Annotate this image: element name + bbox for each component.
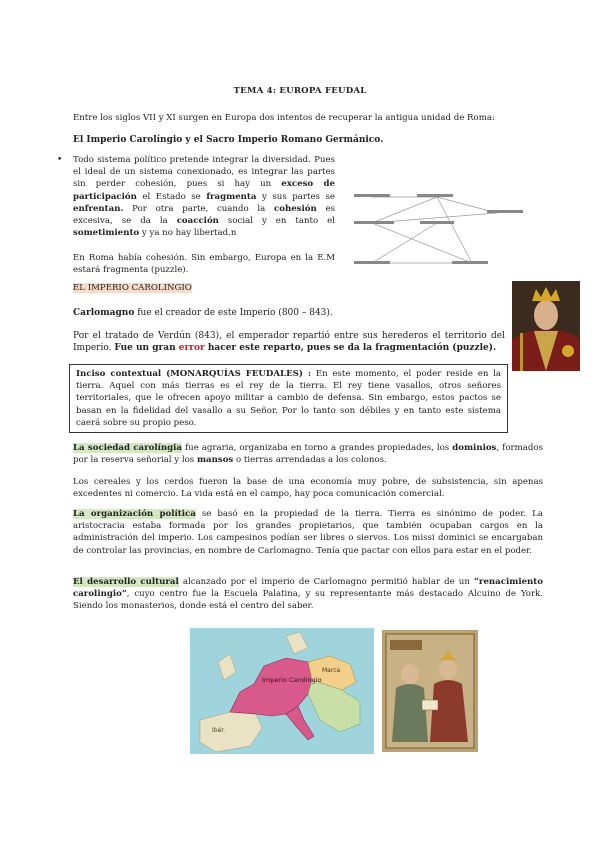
inciso-text: En este momento, el poder reside en la tierra. Aquel con más tierras es el rey de la tierra. El rey tiene vasallos, otros señores territoriales, que le ofrecen apoyo militar a cambio de defensa. Sin embargo, estos pactos se basan en la fidelidad del vasallo a su Señor. Por lo tanto son débiles y en tanto este sistema caerá sobre su propio peso. bbox=[76, 369, 501, 428]
carolingian-empire-map bbox=[190, 628, 374, 754]
bullet-paragraph bbox=[73, 154, 335, 239]
bullet-text-7: y ya no hay libertad.n bbox=[139, 228, 237, 239]
organizacion-label: La organización política bbox=[73, 509, 196, 519]
sociedad-text-3: o tierras arrendadas a los colonos. bbox=[233, 455, 387, 466]
cereales-text: Los cereales y los cerdos fueron la base de una economía muy pobre, de subsistencia, sin apenas excedentes ni comercio. La vida está en el campo, hay poca comunicación comercial. bbox=[73, 477, 543, 500]
bullet-text-3: y sus partes se bbox=[256, 191, 335, 202]
bullet-marker: • bbox=[57, 155, 63, 165]
subtitle bbox=[73, 134, 543, 146]
bullet-text-6: social y en tanto el bbox=[218, 216, 335, 227]
verdun-error-word: error bbox=[178, 343, 205, 354]
bullet-text-5: es excesiva, se da la bbox=[73, 203, 335, 227]
illumination-band bbox=[390, 640, 422, 650]
inciso-contextual-box bbox=[69, 364, 508, 433]
map-label-imperio: Imperio Carolingio bbox=[262, 676, 322, 684]
verdun-text: Por el tratado de Verdún (843), el emperador repartió entre sus herederos el territorio del Imperio. bbox=[73, 331, 505, 354]
cereales-paragraph bbox=[73, 476, 543, 500]
carlomagno-portrait bbox=[512, 281, 580, 371]
bullet-bold-sometimiento: sometimiento bbox=[73, 228, 140, 239]
sociedad-bold-mansos: mansos bbox=[196, 455, 234, 466]
book-icon bbox=[422, 700, 438, 710]
bullet-text-1: Todo sistema político pretende integrar la diversidad. Pues el ideal de un sistema conexionado, es integrar las partes sin perder cohesión, pues si hay un bbox=[73, 155, 335, 190]
bullet-text-2: el Estado se bbox=[136, 191, 207, 202]
sociedad-text-2: , formados por la reserva señorial y los bbox=[73, 443, 543, 466]
diagram-line bbox=[372, 223, 472, 263]
diagram-line bbox=[372, 223, 437, 263]
bullet-bold-exceso: exceso de participación bbox=[73, 179, 335, 202]
organizacion-paragraph bbox=[73, 508, 543, 557]
bullet-bold-cohesion: cohesión bbox=[274, 203, 317, 214]
subtitle-text: El Imperio Carolíngio y el Sacro Imperio Romano Germánico. bbox=[73, 135, 384, 145]
bullet-bold-coaccion: coacción bbox=[176, 216, 219, 227]
medieval-illumination bbox=[382, 630, 478, 752]
verdun-bold-1: Fue un gran bbox=[114, 343, 179, 354]
cultural-paragraph bbox=[73, 576, 543, 613]
page-title: TEMA 4: EUROPA FEUDAL bbox=[233, 86, 367, 96]
cohesion-diagram bbox=[352, 185, 532, 275]
bullet-bold-enfrentan: enfrentan. bbox=[73, 203, 124, 214]
map-label-iberia: Ibér. bbox=[212, 727, 226, 734]
figure-left-head bbox=[401, 664, 419, 684]
cultural-label: El desarrollo cultural bbox=[73, 577, 179, 587]
cultural-text-1: alcanzado por el imperio de Carlomagno permitió hablar de un bbox=[178, 577, 474, 587]
verdun-bold-2: hacer este reparto, pues se da la fragmentación (puzzle). bbox=[204, 343, 497, 354]
bullet-bold-fragmenta: fragmenta bbox=[206, 191, 257, 202]
carlomagno-text: fue el creador de este Imperio (800 – 843). bbox=[134, 308, 333, 318]
organizacion-text: se basó en la propiedad de la tierra. Tierra es sinónimo de poder. La aristocracia estaba formada por los grandes propietarios, que también ocupaban cargos en la administración del imperio. Los campesinos podían ser libres o siervos. Los missi dominici se encargaban de controlar las provincias, en nombre de Carlomagno. Tenía que pactar con ellos para estar en el poder. bbox=[73, 509, 544, 556]
diagram-node bbox=[487, 210, 523, 213]
cultural-text-2: , cuyo centro fue la Escuela Palatina, y su representante más destacado Alcuino de York. Siendo los monasterios, donde está el centro del saber. bbox=[73, 589, 543, 612]
cultural-bold-renacimiento: “renacimiento carolingio” bbox=[73, 577, 543, 600]
intro-paragraph bbox=[73, 112, 543, 124]
diagram-node bbox=[354, 261, 390, 264]
diagram-node bbox=[452, 261, 488, 264]
carlomagno-paragraph bbox=[73, 307, 503, 319]
diagram-node bbox=[417, 194, 453, 197]
diagram-line bbox=[372, 197, 437, 223]
bullet-text-4: Por otra parte, cuando la bbox=[123, 203, 274, 214]
sociedad-paragraph bbox=[73, 442, 543, 466]
rome-text: En Roma había cohesión. Sin embargo, Europa en la E.M estará fragmenta (puzzle). bbox=[73, 253, 335, 276]
portrait-face bbox=[534, 300, 558, 330]
sociedad-label: La sociedad carolíngia bbox=[73, 443, 182, 453]
sociedad-bold-dominios: dominios bbox=[452, 443, 497, 453]
diagram-line bbox=[437, 197, 472, 263]
carlomagno-name: Carlomagno bbox=[73, 308, 135, 318]
sociedad-text-1: fue agraria, organizaba en torno a grandes propiedades, los bbox=[181, 443, 453, 453]
figure-right-body bbox=[430, 680, 468, 742]
inciso-label: Inciso contextual (MONARQUÍAS FEUDALES) : bbox=[76, 369, 312, 379]
map-label-marca: Marca bbox=[322, 667, 341, 674]
section-imperio-text: EL IMPERIO CAROLINGIO bbox=[73, 283, 192, 293]
diagram-node bbox=[354, 194, 390, 197]
verdun-paragraph bbox=[73, 330, 505, 354]
figure-right-head bbox=[439, 660, 457, 680]
figure-left-body bbox=[392, 684, 428, 742]
diagram-node bbox=[420, 221, 454, 224]
orb-icon bbox=[562, 345, 574, 357]
section-imperio-carolingio bbox=[73, 282, 192, 294]
sword-icon bbox=[520, 333, 523, 371]
intro-text: Entre los siglos VII y XI surgen en Europa dos intentos de recuperar la antigua unidad de Roma: bbox=[73, 113, 495, 123]
diagram-node bbox=[354, 221, 394, 224]
rome-paragraph bbox=[73, 252, 335, 276]
